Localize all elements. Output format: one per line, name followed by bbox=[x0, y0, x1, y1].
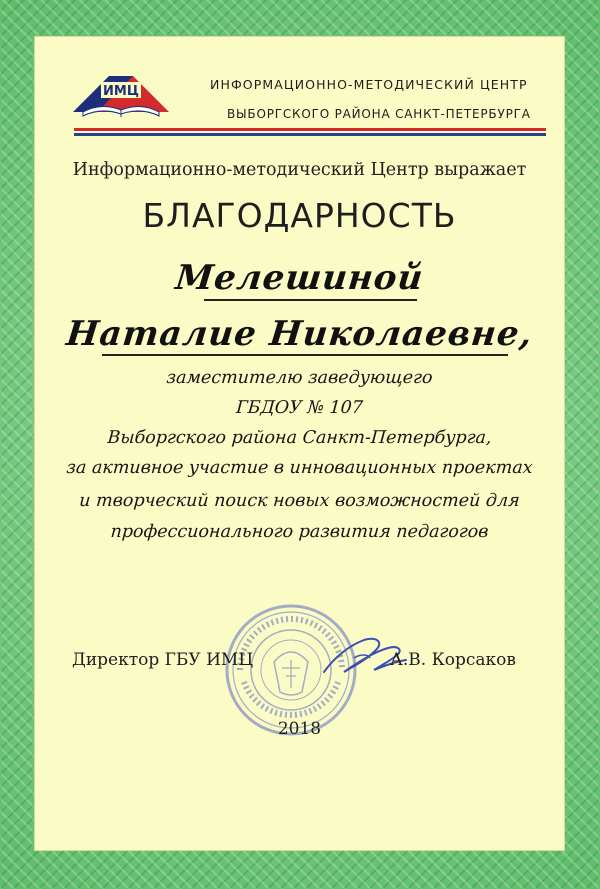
certificate-title: БЛАГОДАРНОСТЬ bbox=[142, 196, 457, 235]
reason-line-2: и творческий поиск новых возможностей для bbox=[78, 491, 521, 511]
certificate-sheet bbox=[34, 36, 565, 851]
director-label: Директор ГБУ ИМЦ bbox=[72, 650, 254, 670]
given-names-underline bbox=[102, 354, 508, 356]
signer-name: А.В. Корсаков bbox=[390, 650, 516, 670]
header-rule-blue bbox=[74, 133, 546, 136]
position-line: заместителю заведующего bbox=[165, 368, 434, 388]
institution-line: ГБДОУ № 107 bbox=[235, 398, 364, 418]
imc-logo-icon bbox=[71, 62, 171, 122]
header-rule-red bbox=[74, 128, 546, 131]
district-line: Выборгского района Санкт-Петербурга, bbox=[106, 428, 493, 448]
reason-line-1: за активное участие в инновационных проектах bbox=[65, 458, 534, 478]
recipient-given-names: Наталие Николаевне, bbox=[64, 314, 535, 354]
org-name-line1: ИНФОРМАЦИОННО-МЕТОДИЧЕСКИЙ ЦЕНТР bbox=[210, 77, 528, 92]
surname-underline bbox=[204, 299, 417, 301]
org-name-line2: ВЫБОРГСКОГО РАЙОНА САНКТ-ПЕТЕРБУРГА bbox=[227, 107, 531, 121]
logo-text: ИМЦ bbox=[103, 84, 139, 99]
recipient-surname: Мелешиной bbox=[173, 258, 426, 298]
lead-text: Информационно-методический Центр выражает bbox=[72, 160, 527, 180]
issue-year: 2018 bbox=[277, 719, 322, 739]
reason-line-3: профессионального развития педагогов bbox=[109, 522, 490, 542]
